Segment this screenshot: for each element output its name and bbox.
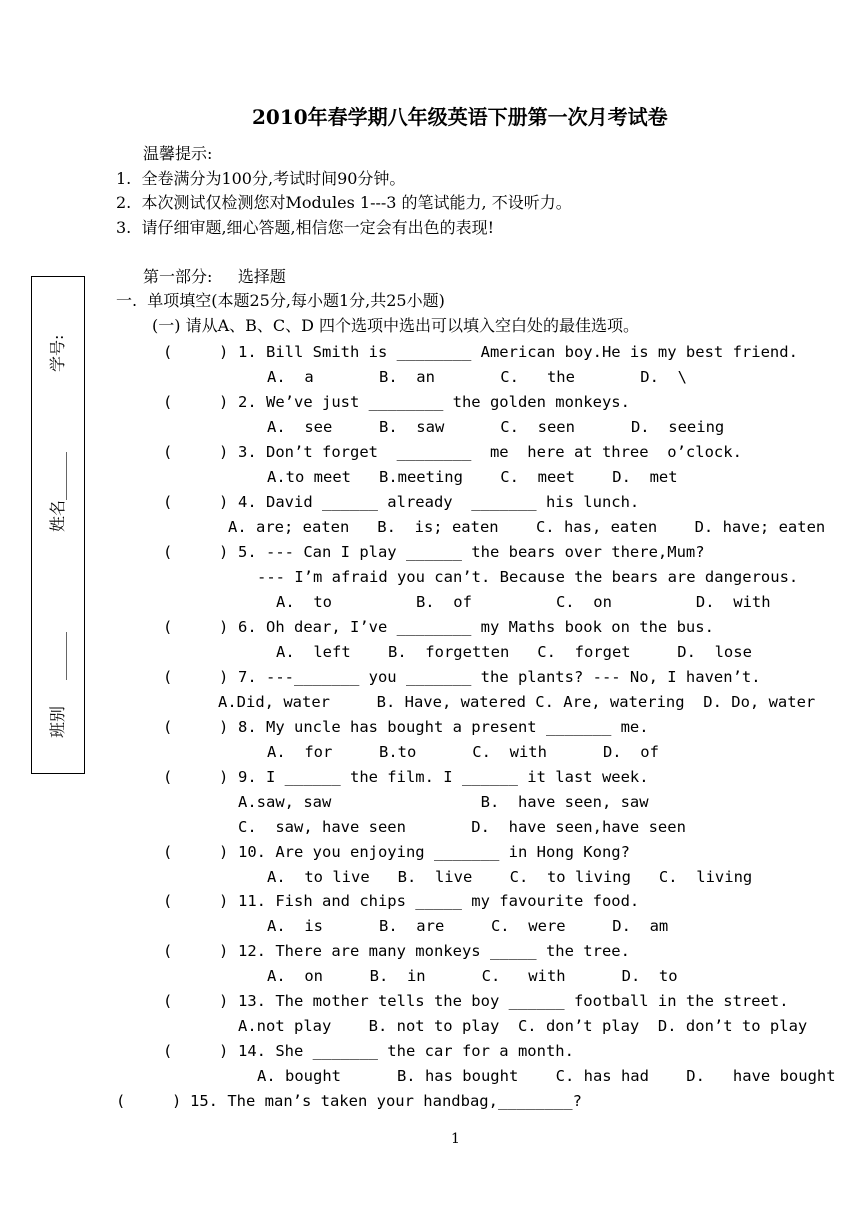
question-options: A. for B.to C. with D. of (267, 743, 659, 761)
question-stem: 14. She _______ the car for a month. (238, 1042, 574, 1060)
name-field: 姓名______ (48, 451, 67, 532)
question-options: A. see B. saw C. seen D. seeing (267, 418, 725, 436)
question-options: A. to B. of C. on D. with (276, 593, 771, 611)
question-options: A. to live B. live C. to living C. living (267, 868, 753, 886)
blank-line: ______ (48, 632, 67, 680)
answer-bracket: ( ) (163, 493, 229, 511)
question-stem: 8. My uncle has bought a present _______ me. (238, 718, 649, 736)
question-options: A.saw, saw B. have seen, saw (238, 793, 649, 811)
section-heading: 一. 单项填空(本题25分,每小题1分,共25小题) (116, 291, 445, 310)
question-stem: 9. I ______ the film. I ______ it last week. (238, 768, 649, 786)
answer-bracket: ( ) (163, 1042, 229, 1060)
question-options: A.to meet B.meeting C. meet D. met (267, 468, 678, 486)
question-stem: 1. Bill Smith is ________ American boy.He is my best friend. (238, 343, 798, 361)
answer-bracket: ( ) (163, 443, 229, 461)
answer-bracket: ( ) (163, 768, 229, 786)
answer-bracket: ( ) (163, 543, 229, 561)
notice-item: 3. 请仔细审题,细心答题,相信您一定会有出色的表现! (116, 218, 495, 237)
answer-bracket: ( ) (163, 843, 229, 861)
answer-bracket: ( ) (163, 992, 229, 1010)
subsection-heading: (一) 请从A、B、C、D 四个选项中选出可以填入空白处的最佳选项。 (152, 316, 640, 335)
question-stem: 12. There are many monkeys _____ the tree. (238, 942, 630, 960)
question-stem: 15. The man’s taken your handbag,________? (190, 1092, 582, 1110)
answer-bracket: ( ) (163, 393, 229, 411)
page-title: 2010年春学期八年级英语下册第一次月考试卷 (252, 105, 668, 129)
question-stem: 11. Fish and chips _____ my favourite food. (238, 892, 640, 910)
answer-bracket: ( ) (163, 718, 229, 736)
notice-item: 2. 本次测试仅检测您对Modules 1---3 的笔试能力, 不设听力。 (116, 193, 572, 212)
question-options: A. on B. in C. with D. to (267, 967, 678, 985)
notice-item: 1. 全卷满分为100分,考试时间90分钟。 (116, 169, 406, 188)
question-options: A. are; eaten B. is; eaten C. has, eaten D. have; eaten (228, 518, 826, 536)
question-options: --- I’m afraid you can’t. Because the bears are dangerous. (257, 568, 799, 586)
question-options: A. a B. an C. the D. \ (267, 368, 687, 386)
answer-bracket: ( ) (163, 668, 229, 686)
question-stem: 2. We’ve just ________ the golden monkeys. (238, 393, 630, 411)
question-stem: 4. David ______ already _______ his lunch. (238, 493, 640, 511)
question-options: A.not play B. not to play C. don’t play D. don’t to play (238, 1017, 808, 1035)
question-options: A. left B. forgetten C. forget D. lose (276, 643, 752, 661)
page-number: 1 (451, 1131, 460, 1147)
answer-bracket: ( ) (163, 892, 229, 910)
question-options: A. is B. are C. were D. am (267, 917, 669, 935)
answer-bracket: ( ) (163, 942, 229, 960)
question-stem: 3. Don’t forget ________ me here at three o’clock. (238, 443, 742, 461)
question-stem: 10. Are you enjoying _______ in Hong Kong? (238, 843, 630, 861)
notice-heading: 温馨提示: (143, 144, 213, 163)
part-heading: 第一部分: 选择题 (143, 267, 286, 286)
student-id-label: 学号: (48, 334, 67, 372)
question-stem: 13. The mother tells the boy ______ football in the street. (238, 992, 789, 1010)
question-options: C. saw, have seen D. have seen,have seen (238, 818, 686, 836)
question-stem: 5. --- Can I play ______ the bears over there,Mum? (238, 543, 705, 561)
answer-bracket: ( ) (163, 343, 229, 361)
question-stem: 7. ---_______ you _______ the plants? --- No, I haven’t. (238, 668, 761, 686)
answer-bracket: ( ) (163, 618, 229, 636)
question-options: A. bought B. has bought C. has had D. have bought (257, 1067, 836, 1085)
question-options: A.Did, water B. Have, watered C. Are, watering D. Do, water (218, 693, 816, 711)
class-label: 班别 (48, 705, 67, 738)
question-stem: 6. Oh dear, I’ve ________ my Maths book on the bus. (238, 618, 714, 636)
answer-bracket: ( ) (116, 1092, 182, 1110)
